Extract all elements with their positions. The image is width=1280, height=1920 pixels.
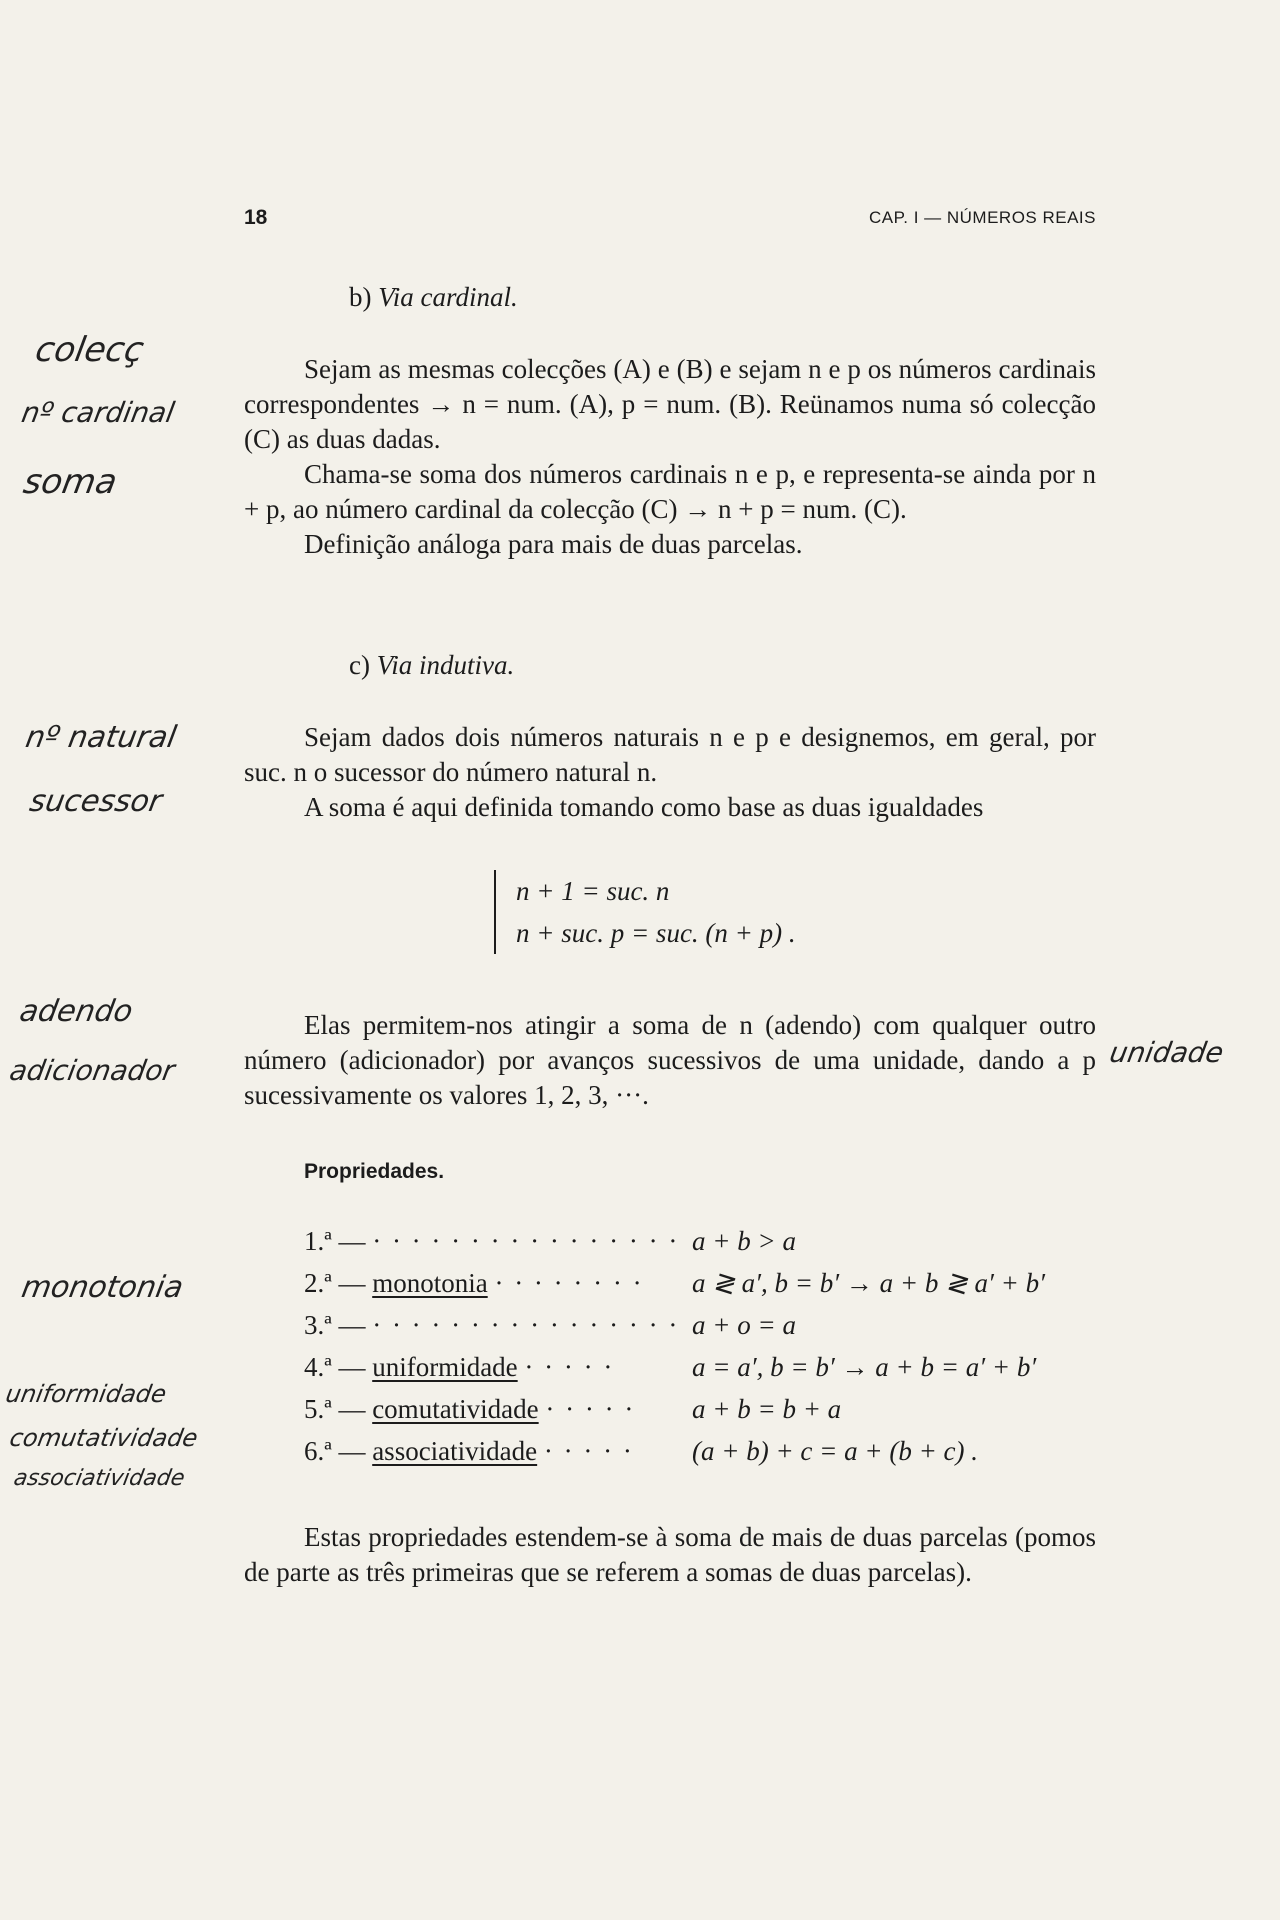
page-header bbox=[244, 206, 1096, 236]
handwritten-note: sucessor bbox=[26, 784, 165, 819]
property-label: 6.ª — bbox=[304, 1436, 366, 1466]
property-label: 4.ª — bbox=[304, 1352, 366, 1382]
section-c-body-2 bbox=[244, 1008, 1096, 1113]
handwritten-note: soma bbox=[20, 462, 121, 502]
section-c-paragraph-2: A soma é aqui definida tomando como base as duas igualdades bbox=[304, 792, 984, 822]
section-c-paragraph-1: Sejam dados dois números naturais n e p e designemos, em geral, por suc. n o sucessor do número natural n. bbox=[244, 722, 1096, 787]
property-label: 3.ª — bbox=[304, 1310, 366, 1340]
section-b-paragraph-1: Sejam as mesmas colecções (A) e (B) e sejam n e p os números cardinais correspondentes → n = num. (A), p = num. (B). Reünamos numa só colecção (C) as duas dadas. bbox=[244, 354, 1096, 454]
property-dots: · · · · · bbox=[543, 1436, 634, 1466]
handwritten-note: monotonia bbox=[18, 1270, 186, 1305]
property-dots: · · · · · · · · bbox=[494, 1268, 644, 1298]
page-number: 18 bbox=[244, 206, 268, 229]
property-dots: · · · · · bbox=[545, 1394, 636, 1424]
property-name: comutatividade bbox=[372, 1394, 539, 1424]
handwritten-note: unidade bbox=[1107, 1036, 1227, 1069]
running-head: CAP. I — NÚMEROS REAIS bbox=[868, 208, 1096, 227]
handwritten-note: comutatividade bbox=[7, 1424, 200, 1452]
property-dots: · · · · · bbox=[524, 1352, 615, 1382]
section-b-title: Via cardinal. bbox=[378, 282, 518, 312]
property-formula: a ≷ a′, b = b′ → a + b ≷ a′ + b′ bbox=[692, 1268, 1046, 1298]
handwritten-note: uniformidade bbox=[3, 1380, 169, 1408]
property-formula: a = a′, b = b′ → a + b = a′ + b′ bbox=[692, 1352, 1037, 1382]
section-c-paragraph-3: Elas permitem-nos atingir a soma de n (adendo) com qualquer outro número (adicionador) por avanços sucessivos de uma unidade, dando a p sucessivamente os valores 1, 2, 3, ···. bbox=[244, 1010, 1096, 1110]
section-c-body bbox=[244, 720, 1096, 825]
handwritten-note: adicionador bbox=[7, 1054, 178, 1087]
property-row bbox=[304, 1394, 1104, 1436]
section-c-heading bbox=[349, 650, 514, 681]
handwritten-note: associatividade bbox=[11, 1466, 187, 1491]
section-c-title: Via indutiva. bbox=[376, 650, 515, 680]
properties-closing-block bbox=[244, 1520, 1096, 1590]
property-formula: (a + b) + c = a + (b + c) . bbox=[692, 1436, 979, 1466]
properties-title: Propriedades. bbox=[304, 1160, 445, 1183]
properties-list bbox=[304, 1226, 1104, 1478]
section-b-body bbox=[244, 352, 1096, 562]
section-b-paragraph-2: Chama-se soma dos números cardinais n e p, e representa-se ainda por n + p, ao número cardinal da colecção (C) → n + p = num. (C). bbox=[244, 459, 1096, 524]
property-dots: · · · · · · · · · · · · · · · · bbox=[372, 1226, 680, 1256]
property-label: 2.ª — bbox=[304, 1268, 366, 1298]
property-label: 5.ª — bbox=[304, 1394, 366, 1424]
property-label: 1.ª — bbox=[304, 1226, 366, 1256]
handwritten-note: adendo bbox=[16, 994, 136, 1029]
property-row bbox=[304, 1352, 1104, 1394]
section-b-prefix: b) bbox=[349, 282, 372, 312]
property-row bbox=[304, 1226, 1104, 1268]
property-formula: a + b > a bbox=[692, 1226, 796, 1256]
section-b-paragraph-3: Definição análoga para mais de duas parcelas. bbox=[304, 529, 803, 559]
property-formula: a + o = a bbox=[692, 1310, 796, 1340]
property-dots: · · · · · · · · · · · · · · · · bbox=[372, 1310, 680, 1340]
property-row bbox=[304, 1310, 1104, 1352]
handwritten-note: nº cardinal bbox=[19, 396, 178, 429]
equation-2: n + suc. p = suc. (n + p) . bbox=[516, 918, 796, 948]
section-b-heading bbox=[349, 282, 518, 313]
section-c-prefix: c) bbox=[349, 650, 370, 680]
handwritten-note: nº natural bbox=[22, 720, 180, 755]
property-formula: a + b = b + a bbox=[692, 1394, 842, 1424]
property-name: monotonia bbox=[372, 1268, 488, 1298]
handwritten-note: colecç bbox=[32, 330, 147, 370]
equation-1: n + 1 = suc. n bbox=[516, 876, 670, 906]
property-name: uniformidade bbox=[372, 1352, 518, 1382]
property-row bbox=[304, 1268, 1104, 1310]
equation-system bbox=[494, 870, 796, 954]
property-row bbox=[304, 1436, 1104, 1478]
properties-closing: Estas propriedades estendem-se à soma de mais de duas parcelas (pomos de parte as três primeiras que se referem a somas de duas parcelas). bbox=[244, 1522, 1096, 1587]
property-name: associatividade bbox=[372, 1436, 538, 1466]
